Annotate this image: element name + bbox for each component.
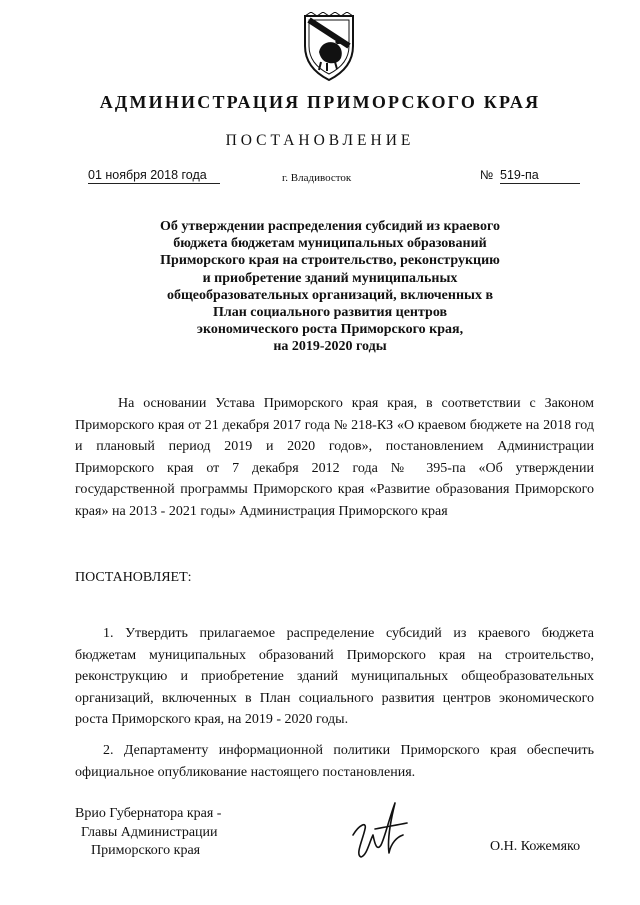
subject-line: Приморского края на строительство, реконструкцию <box>160 253 500 269</box>
subject-line: бюджета бюджетам муниципальных образований <box>173 236 487 252</box>
resolves-heading: ПОСТАНОВЛЯЕТ: <box>75 570 192 585</box>
document-type: ПОСТАНОВЛЕНИЕ <box>225 132 415 149</box>
resolution-item-2: 2. Департаменту информационной политики Приморского края обеспечить официальное опубликование настоящего постановления. <box>75 743 594 780</box>
subject-line: и приобретение зданий муниципальных <box>202 270 458 286</box>
subject-line: Об утверждении распределения субсидий из краевого <box>160 219 500 234</box>
document-subject <box>100 218 560 356</box>
subject-line: общеобразовательных организаций, включенных в <box>166 287 494 303</box>
document-date: 01 ноября 2018 года <box>88 168 220 184</box>
handwritten-signature-icon <box>345 795 415 865</box>
signatory-name: О.Н. Кожемяко <box>490 839 581 854</box>
position-line: Главы Администрации <box>81 824 218 840</box>
position-line: Приморского края <box>91 843 201 858</box>
subject-line: экономического роста Приморского края, <box>196 322 464 338</box>
subject-line: на 2019-2020 годы <box>273 339 387 355</box>
document-number-label: № <box>480 168 494 182</box>
subject-line: План социального развития центров <box>212 305 448 321</box>
preamble-text: На основании Устава Приморского края края, в соответствии с Законом Приморского края от 21 декабря 2017 года № 218-КЗ «О краевом бюджете на 2018 год и плановый период 2019 и 2020 годов», постановлением Администрации Приморского края от 7 декабря 2012 года № 395-па «Об утверждении государственной программы Приморского края «Развитие образования Приморского края» на 2013 - 2021 годы» Администрация Приморского края <box>75 396 594 519</box>
position-line: Врио Губернатора края - <box>75 806 222 821</box>
document-city: г. Владивосток <box>282 172 352 184</box>
document-number: 519-па <box>500 168 580 184</box>
resolution-item-1: 1. Утвердить прилагаемое распределение субсидий из краевого бюджета бюджетам муниципальных образований Приморского края на строительство, реконструкцию и приобретение зданий муниципальных общеобразовательных организаций, включенных в План социального развития центров экономического роста Приморского края, на 2019 - 2020 годы. <box>75 626 594 728</box>
preamble-paragraph <box>75 393 594 523</box>
signatory-position <box>75 805 221 861</box>
organization-title: АДМИНИСТРАЦИЯ ПРИМОРСКОГО КРАЯ <box>99 92 541 112</box>
coat-of-arms-icon <box>299 12 359 82</box>
